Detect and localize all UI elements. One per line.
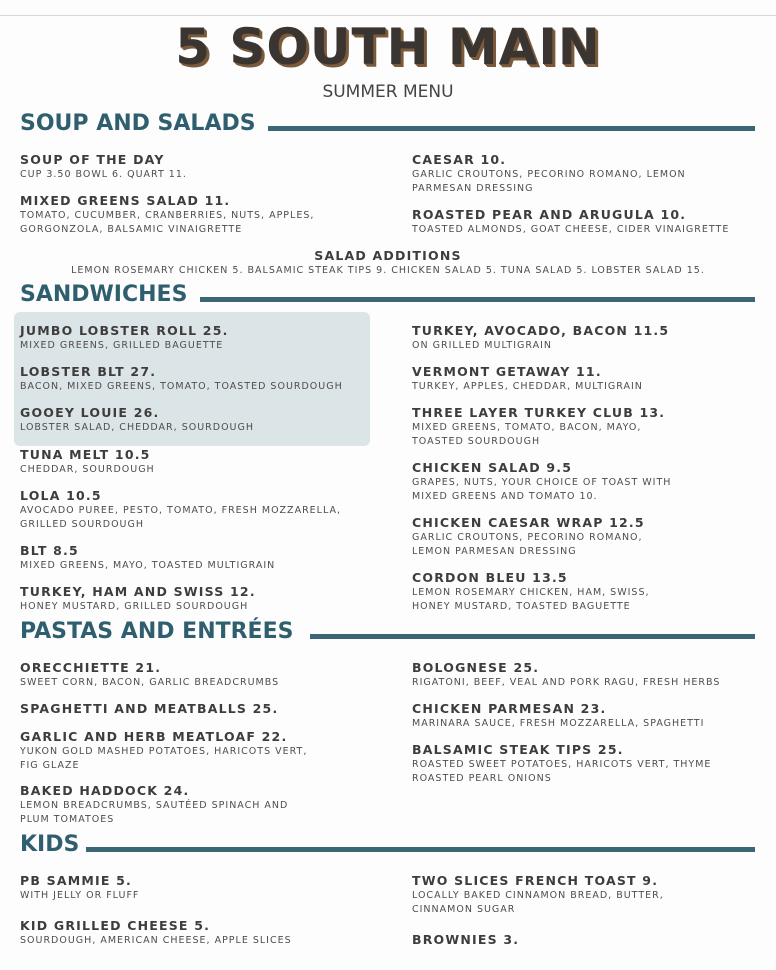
item-desc: MARINARA SAUCE, FRESH MOZZARELLA, SPAGHETTI xyxy=(412,718,705,729)
item-name: BOLOGNESE 25. xyxy=(412,660,540,675)
item-name: CHICKEN PARMESAN 23. xyxy=(412,701,607,716)
section-heading-sandwiches: SANDWICHES xyxy=(20,282,188,307)
item-desc: GARLIC CROUTONS, PECORINO ROMANO, LEMON PARMESAN DRESSING xyxy=(412,169,686,194)
item-desc: YUKON GOLD MASHED POTATOES, HARICOTS VERT, FIG GLAZE xyxy=(20,746,308,771)
menu-item-turkey-ham-swiss xyxy=(20,584,370,614)
item-desc: TURKEY, APPLES, CHEDDAR, MULTIGRAIN xyxy=(412,381,643,392)
item-desc: LEMON BREADCRUMBS, SAUTÉED SPINACH AND PLUM TOMATOES xyxy=(20,800,289,825)
section-heading-pastas: PASTAS AND ENTRÉES xyxy=(20,619,294,644)
menu-item-three-layer-turkey-club xyxy=(412,405,672,448)
item-desc: ON GRILLED MULTIGRAIN xyxy=(412,340,553,351)
menu-item-brownies xyxy=(412,932,762,948)
menu-item-chicken-salad xyxy=(412,460,672,503)
menu-item-chicken-caesar-wrap xyxy=(412,515,672,558)
menu-item-vermont-getaway xyxy=(412,364,762,394)
section-rule-sandwiches xyxy=(200,297,755,302)
restaurant-title: 5 SOUTH MAIN xyxy=(175,18,601,76)
menu-item-tuna-melt xyxy=(20,447,370,477)
item-desc: WITH JELLY OR FLUFF xyxy=(20,890,140,901)
menu-item-blt xyxy=(20,543,370,573)
menu-item-baked-haddock xyxy=(20,783,320,826)
menu-item-chicken-parmesan xyxy=(412,701,762,731)
menu-item-lola xyxy=(20,488,360,531)
item-name: VERMONT GETAWAY 11. xyxy=(412,364,602,379)
item-name: JUMBO LOBSTER ROLL 25. xyxy=(20,323,229,338)
menu-item-roasted-pear-arugula xyxy=(412,207,762,237)
section-heading-soup: SOUP AND SALADS xyxy=(20,111,256,136)
item-name: THREE LAYER TURKEY CLUB 13. xyxy=(412,405,666,420)
item-desc: SWEET CORN, BACON, GARLIC BREADCRUMBS xyxy=(20,677,280,688)
item-desc: LOBSTER SALAD, CHEDDAR, SOURDOUGH xyxy=(20,422,255,433)
section-rule-kids xyxy=(86,847,755,852)
item-name: LOLA 10.5 xyxy=(20,488,102,503)
item-desc: MIXED GREENS, MAYO, TOASTED MULTIGRAIN xyxy=(20,560,276,571)
menu-item-bolognese xyxy=(412,660,762,690)
item-desc: RIGATONI, BEEF, VEAL AND PORK RAGU, FRESH HERBS xyxy=(412,677,721,688)
menu-item-lobster-blt xyxy=(20,364,370,394)
item-name: ROASTED PEAR AND ARUGULA 10. xyxy=(412,207,687,222)
item-name: TWO SLICES FRENCH TOAST 9. xyxy=(412,873,659,888)
item-name: CHICKEN CAESAR WRAP 12.5 xyxy=(412,515,645,530)
item-name: CHICKEN SALAD 9.5 xyxy=(412,460,573,475)
item-desc: SOURDOUGH, AMERICAN CHEESE, APPLE SLICES xyxy=(20,935,292,946)
item-desc: AVOCADO PUREE, PESTO, TOMATO, FRESH MOZZARELLA, GRILLED SOURDOUGH xyxy=(20,505,341,530)
menu-item-pb-sammie xyxy=(20,873,370,903)
section-heading-kids: KIDS xyxy=(20,832,80,857)
item-desc: CUP 3.50 BOWL 6. QUART 11. xyxy=(20,169,187,180)
item-name: TURKEY, AVOCADO, BACON 11.5 xyxy=(412,323,670,338)
menu-item-caesar xyxy=(412,152,712,195)
section-rule-soup xyxy=(268,126,755,131)
menu-subtitle: SUMMER MENU xyxy=(322,82,454,102)
menu-item-turkey-avocado-bacon xyxy=(412,323,762,353)
menu-item-balsamic-steak-tips xyxy=(412,742,732,785)
item-name: BALSAMIC STEAK TIPS 25. xyxy=(412,742,624,757)
item-desc: MIXED GREENS, GRILLED BAGUETTE xyxy=(20,340,224,351)
item-name: KID GRILLED CHEESE 5. xyxy=(20,918,211,933)
item-name: MIXED GREENS SALAD 11. xyxy=(20,193,231,208)
menu-item-garlic-herb-meatloaf xyxy=(20,729,330,772)
item-desc: TOMATO, CUCUMBER, CRANBERRIES, NUTS, APPLES, GORGONZOLA, BALSAMIC VINAIGRETTE xyxy=(20,210,315,235)
item-name: GARLIC AND HERB MEATLOAF 22. xyxy=(20,729,288,744)
item-name: TURKEY, HAM AND SWISS 12. xyxy=(20,584,256,599)
item-name: CORDON BLEU 13.5 xyxy=(412,570,568,585)
section-rule-pastas xyxy=(310,634,755,639)
item-name: BLT 8.5 xyxy=(20,543,79,558)
item-name: BROWNIES 3. xyxy=(412,932,520,947)
item-name: ORECCHIETTE 21. xyxy=(20,660,162,675)
menu-item-spaghetti-meatballs xyxy=(20,701,370,717)
item-desc: CHEDDAR, SOURDOUGH xyxy=(20,464,155,475)
item-name: GOOEY LOUIE 26. xyxy=(20,405,160,420)
item-name: SOUP OF THE DAY xyxy=(20,152,165,167)
salad-additions-heading: SALAD ADDITIONS xyxy=(314,248,462,263)
item-desc: BACON, MIXED GREENS, TOMATO, TOASTED SOURDOUGH xyxy=(20,381,343,392)
item-name: LOBSTER BLT 27. xyxy=(20,364,157,379)
item-desc: GARLIC CROUTONS, PECORINO ROMANO, LEMON PARMESAN DRESSING xyxy=(412,532,643,557)
item-desc: GRAPES, NUTS, YOUR CHOICE OF TOAST WITH MIXED GREENS AND TOMATO 10. xyxy=(412,477,672,502)
menu-item-gooey-louie xyxy=(20,405,370,435)
item-name: PB SAMMIE 5. xyxy=(20,873,132,888)
menu-item-soup-of-the-day xyxy=(20,152,370,182)
salad-additions-list: LEMON ROSEMARY CHICKEN 5. BALSAMIC STEAK TIPS 9. CHICKEN SALAD 5. TUNA SALAD 5. LOBSTER SALAD 15. xyxy=(71,265,705,276)
item-desc: LEMON ROSEMARY CHICKEN, HAM, SWISS, HONEY MUSTARD, TOASTED BAGUETTE xyxy=(412,587,650,612)
item-desc: ROASTED SWEET POTATOES, HARICOTS VERT, THYME ROASTED PEARL ONIONS xyxy=(412,759,712,784)
item-name: CAESAR 10. xyxy=(412,152,507,167)
menu-item-cordon-bleu xyxy=(412,570,672,613)
menu-item-orecchiette xyxy=(20,660,370,690)
item-desc: HONEY MUSTARD, GRILLED SOURDOUGH xyxy=(20,601,249,612)
item-desc: MIXED GREENS, TOMATO, BACON, MAYO, TOASTED SOURDOUGH xyxy=(412,422,642,447)
item-name: SPAGHETTI AND MEATBALLS 25. xyxy=(20,701,279,716)
item-name: TUNA MELT 10.5 xyxy=(20,447,151,462)
item-name: BAKED HADDOCK 24. xyxy=(20,783,190,798)
menu-item-mixed-greens-salad xyxy=(20,193,330,236)
menu-item-french-toast xyxy=(412,873,702,916)
menu-item-jumbo-lobster-roll xyxy=(20,323,370,353)
item-desc: LOCALLY BAKED CINNAMON BREAD, BUTTER, CINNAMON SUGAR xyxy=(412,890,664,915)
menu-item-kid-grilled-cheese xyxy=(20,918,370,948)
item-desc: TOASTED ALMONDS, GOAT CHEESE, CIDER VINAIGRETTE xyxy=(412,224,730,235)
